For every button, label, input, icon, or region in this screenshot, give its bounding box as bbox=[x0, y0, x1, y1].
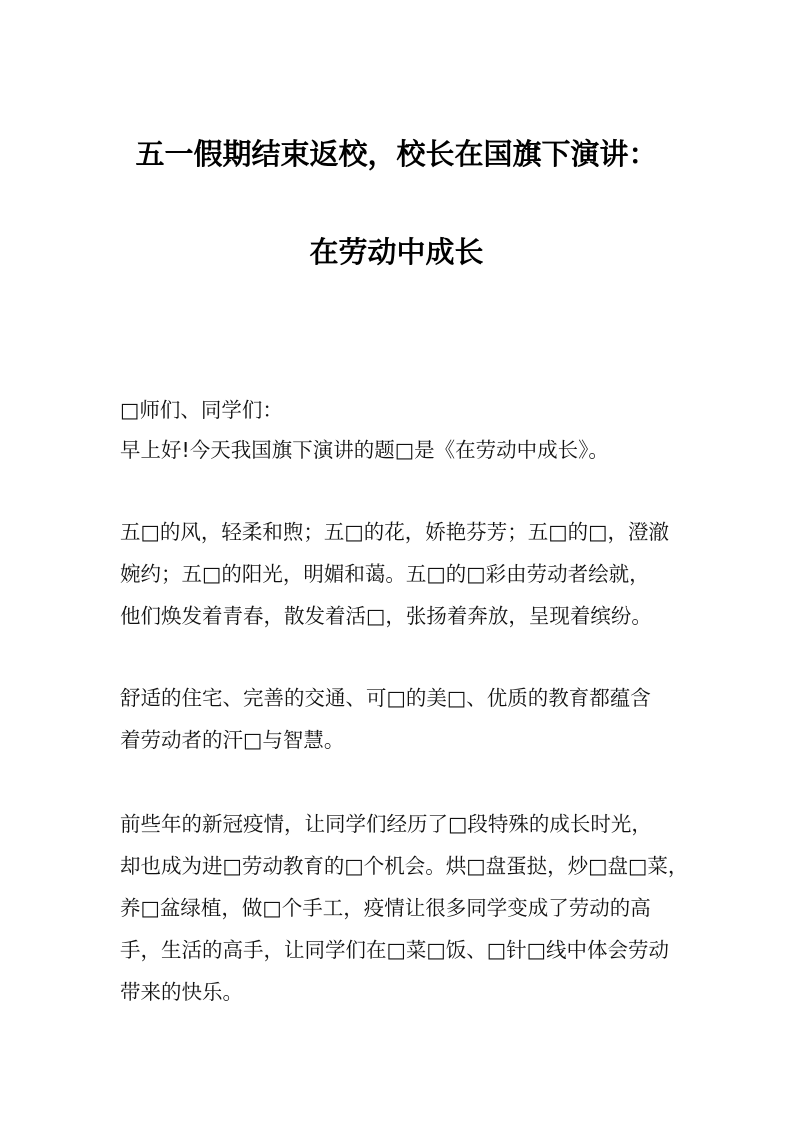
paragraph-3-line-4: 手，生活的高手，让同学们在□菜□饭、□针□线中体会劳动 bbox=[120, 938, 669, 962]
document-title-line-2: 在劳动中成长 bbox=[309, 235, 484, 269]
salutation: □师们、同学们： bbox=[120, 398, 283, 422]
paragraph-1-line-2: 婉约；五□的阳光，明媚和蔼。五□的□彩由劳动者绘就， bbox=[120, 562, 650, 586]
paragraph-1-line-1: 五□的风，轻柔和煦；五□的花，娇艳芬芳；五□的□，澄澈 bbox=[120, 520, 669, 544]
paragraph-3-line-1: 前些年的新冠疫情，让同学们经历了□段特殊的成长时光， bbox=[120, 812, 652, 836]
document-title-line-1: 五一假期结束返校，校长在国旗下演讲： bbox=[135, 137, 658, 171]
paragraph-3-line-5: 带来的快乐。 bbox=[120, 980, 243, 1004]
paragraph-3-line-3: 养□盆绿植，做□个手工，疫情让很多同学变成了劳动的高 bbox=[120, 896, 651, 920]
paragraph-2-line-1: 舒适的住宅、完善的交通、可□的美□、优质的教育都蕴含 bbox=[120, 686, 651, 710]
paragraph-2-line-2: 着劳动者的汗□与智慧。 bbox=[120, 728, 345, 752]
greeting-line: 早上好!今天我国旗下演讲的题□是《在劳动中成长》。 bbox=[120, 438, 609, 462]
paragraph-3-line-2: 却也成为进□劳动教育的□个机会。烘□盘蛋挞，炒□盘□菜， bbox=[120, 854, 689, 878]
paragraph-1-line-3: 他们焕发着青春，散发着活□，张扬着奔放，呈现着缤纷。 bbox=[120, 604, 652, 628]
